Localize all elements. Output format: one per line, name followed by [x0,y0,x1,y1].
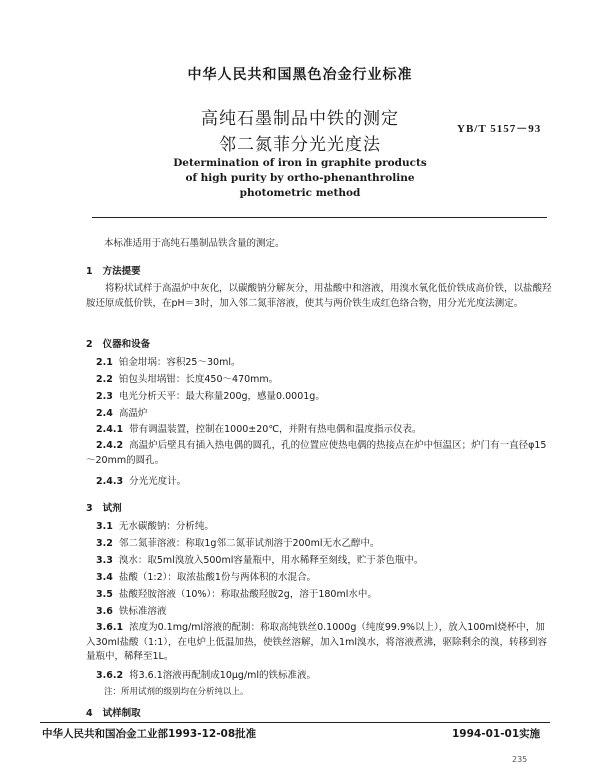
english-title-line2: of high purity by ortho-phenanthroline [185,172,415,184]
clause-2-4-2: 2.4.2 高温炉后壁具有插入热电偶的圆孔，孔的位置应使热电偶的热接点在炉中恒温区；炉门有一直径φ15～20mm的圆孔。 [86,440,547,466]
clause-2-2: 2.2 铂包头坩埚钳：长度450～470mm。 [96,374,279,385]
page-number: 235 [512,755,528,764]
section-title: 试样制取 [102,708,141,719]
section-title: 仪器和设备 [102,339,151,350]
implementation-date: 1994-01-01实施 [452,728,541,740]
clause-2-4: 2.4 高温炉 [96,408,148,419]
footer-divider [40,722,550,723]
section-1-text: 将粉状试样于高温炉中灰化，以碳酸钠分解灰分，用盐酸中和溶液，用溴水氧化低价铁成高价铁，以盐酸羟胺还原成低价铁，在pH＝3时，加入邻二氮菲溶液，使其与两价铁生成红色络合物，用分光光度法测定。 [86,283,552,309]
section-number: 4 [86,708,93,719]
clause-2-3: 2.3 电光分析天平：最大称量200g，感量0.0001g。 [96,391,325,402]
reagent-note: 注：所用试剂的级别均在分析纯以上。 [104,687,249,697]
section-2-heading [86,336,150,350]
section-1-heading [86,263,141,277]
clause-3-1: 3.1 无水碳酸钠：分析纯。 [96,521,214,532]
clause-3-3: 3.3 溴水：取5ml溴放入500ml容量瓶中，用水稀释至刻线，贮于茶色瓶中。 [96,555,424,566]
section-number: 1 [86,266,93,277]
clause-3-5: 3.5 盐酸羟胺溶液（10%）：称取盐酸羟胺2g，溶于180ml水中。 [96,589,377,600]
clause-3-4: 3.4 盐酸（1:2）：取浓盐酸1份与两体积的水混合。 [96,572,316,583]
industry-heading: 中华人民共和国黑色冶金行业标准 [187,67,413,83]
clause-3-6-1: 3.6.1 浓度为0.1mg/ml溶液的配制：称取高纯铁丝0.1000g（纯度99.9%以上），放入100ml烧杯中，加入30ml盐酸（1:1），在电炉上低温加热，使铁丝溶解，加入1ml溴水，将溶液煮沸，驱除剩余的溴，转移到容量瓶中，稀释至1L。 [86,622,547,662]
clause-2-4-1: 2.4.1 带有调温装置，控制在1000±20℃，并附有热电偶和温度指示仪表。 [96,424,422,435]
section-3-heading [86,500,122,514]
clause-3-6: 3.6 铁标准溶液 [96,606,167,617]
standard-title-line1: 高纯石墨制品中铁的测定 [201,109,399,129]
section-number: 2 [86,339,93,350]
clause-3-2: 3.2 邻二氮菲溶液：称取1g邻二氮菲试剂溶于200ml无水乙醇中。 [96,538,380,549]
standard-title-line2: 邻二氮菲分光光度法 [219,135,381,155]
standard-number: YB/T 5157－93 [457,123,542,135]
section-title: 试剂 [102,503,122,514]
approval-line: 中华人民共和国冶金工业部1993-12-08批准 [42,728,257,740]
section-4-heading [86,705,141,719]
section-title: 方法提要 [102,266,141,277]
clause-2-1: 2.1 铂金坩埚：容积25～30ml。 [96,357,241,368]
header-divider [92,217,547,218]
english-title-line1: Determination of iron in graphite products [173,157,427,169]
section-number: 3 [86,503,93,514]
english-title-line3: photometric method [239,187,361,199]
clause-2-4-3: 2.4.3 分光光度计。 [96,476,187,487]
scope-statement: 本标准适用于高纯石墨制品铁含量的测定。 [104,238,285,249]
clause-3-6-2: 3.6.2 将3.6.1溶液再配制成10μg/ml的铁标准液。 [96,670,317,681]
